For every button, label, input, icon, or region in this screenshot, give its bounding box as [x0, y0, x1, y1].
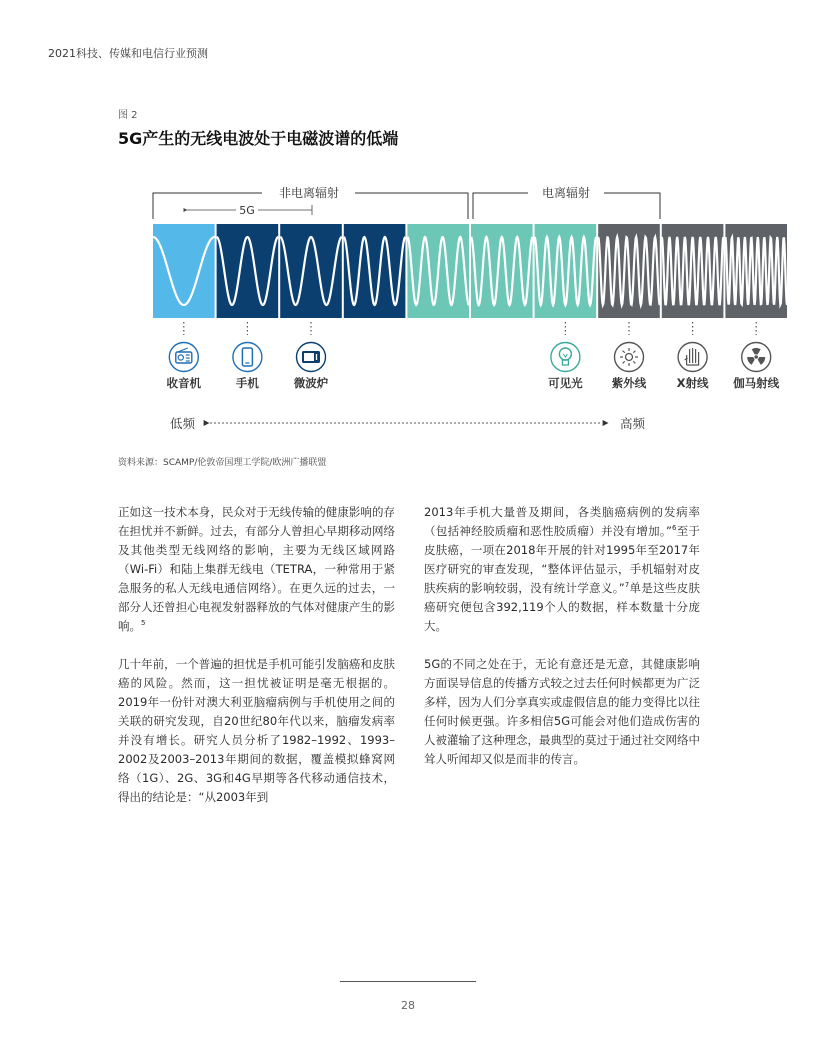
footnote-ref: 7 [624, 581, 630, 590]
footer-rule [340, 981, 476, 982]
five-g-range [187, 204, 312, 217]
source-label: 伽马射线 [733, 376, 780, 390]
wave-panel [280, 224, 342, 318]
electromagnetic-spectrum-figure [0, 0, 816, 450]
body-paragraph: 2013年手机大量普及期间，各类脑癌病例的发病率（包括神经胶质瘤和恶性胶质瘤）并没有增加。”$^6$至于皮肤癌，一项在2018年开展的针对1995年至2017年医疗研究的审查发现，“整体评估显示，手机辐射对皮肤疾病的影响较弱，没有统计学意义。”$^7$单是这些皮肤癌研究便包含392,119个人的数据，样本数量十分庞大。 [424, 505, 700, 633]
wave-panel [598, 224, 660, 318]
page-number: 28 [401, 999, 415, 1012]
frequency-axis [170, 416, 646, 431]
wave-panel [217, 224, 279, 318]
wave-panel [344, 224, 406, 318]
source-marker [677, 322, 709, 390]
figure-title: 5G产生的无线电波处于电磁波谱的低端 [118, 129, 399, 148]
source-label: 可见光 [548, 376, 583, 390]
body-column-left [118, 503, 395, 826]
wave-panel [662, 224, 724, 318]
source-marker [732, 322, 779, 390]
wave-panels [153, 224, 787, 318]
source-marker [548, 322, 583, 390]
high-frequency-label: 高频 [620, 416, 646, 431]
footnote-ref: 5 [141, 619, 146, 628]
source-note: 资料来源：SCAMP/伦敦帝国理工学院/欧洲广播联盟 [118, 458, 327, 468]
body-paragraph: 5G的不同之处在于，无论有意还是无意，其健康影响方面误导信息的传播方式较之过去任何时候都更为广泛多样，因为人们分享真实或虚假信息的能力变得比以往任何时候更强。许多相信5G可能会对他们造成伤害的人被灌输了这种理念，最典型的莫过于通过社交网络中耸人听闻却又似是而非的传言。 [424, 657, 700, 766]
wave-panel [153, 224, 215, 318]
source-label: 紫外线 [611, 376, 647, 390]
source-label: 微波炉 [293, 376, 329, 390]
source-marker [612, 322, 647, 390]
footnote-ref: 6 [671, 524, 677, 533]
mobile-phone-icon [233, 343, 262, 372]
source-label: 收音机 [166, 376, 202, 390]
source-label: X射线 [676, 376, 709, 390]
source-marker [294, 322, 329, 390]
ionizing-label: 电离辐射 [541, 186, 591, 200]
non-ionizing-label: 非电离辐射 [278, 186, 340, 200]
source-label: 手机 [235, 376, 259, 390]
wave-panel [725, 224, 787, 318]
running-header: 2021科技、传媒和电信行业预测 [48, 47, 208, 60]
low-frequency-label: 低频 [170, 416, 196, 431]
five-g-label: 5G [239, 204, 255, 217]
ionizing-bracket [473, 185, 660, 219]
body-paragraph: 正如这一技术本身，民众对于无线传输的健康影响的存在担忧并不新鲜。过去，有部分人曾担心早期移动网络及其他类型无线网络的影响，主要为无线区域网路（Wi-Fi）和陆上集群无线电（TETRA，一种常用于紧急服务的私人无线电通信网络）。在更久远的过去，一部分人还曾担心电视发射器释放的气体对健康产生的影响。$^5$ [118, 505, 395, 633]
source-marker [233, 322, 262, 390]
wave-panel [471, 224, 533, 318]
radiation-icon [742, 343, 771, 372]
source-markers [167, 322, 780, 390]
microwave-icon [297, 343, 326, 372]
radio-icon [169, 343, 198, 372]
wave-panel [407, 224, 469, 318]
source-marker [167, 322, 202, 390]
body-paragraph: 几十年前，一个普遍的担忧是手机可能引发脑癌和皮肤癌的风险。然而，这一担忧被证明是毫无根据的。2019年一份针对澳大利亚脑瘤病例与手机使用之间的关联的研究发现，自20世纪80年代以来，脑瘤发病率并没有增长。研究人员分析了1982–1992、1993–2002及2003–2013年期间的数据，覆盖模拟蜂窝网络（1G）、2G、3G和4G早期等各代移动通信技术，得出的结论是：“从2003年到 [118, 657, 395, 804]
body-column-right [424, 503, 700, 788]
light-bulb-icon [551, 343, 580, 372]
wave-panel [535, 224, 597, 318]
figure-label: 图 2 [118, 110, 138, 121]
non-ionizing-bracket [153, 185, 468, 219]
sun-icon [615, 343, 644, 372]
x-ray-hand-icon [678, 343, 707, 372]
